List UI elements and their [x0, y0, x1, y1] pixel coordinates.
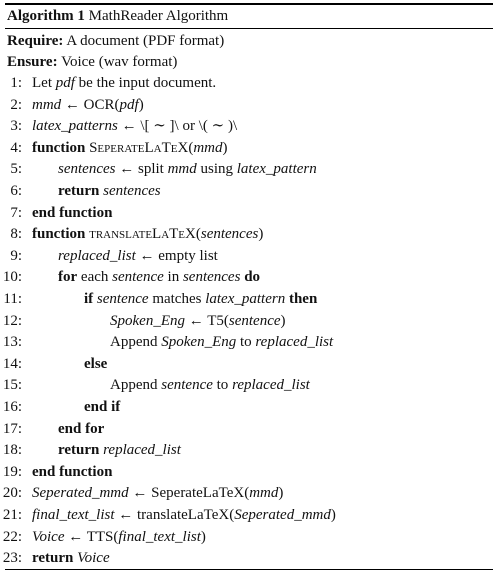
code-token: pdf: [119, 96, 139, 113]
line-code: [32, 504, 336, 526]
line-code: [58, 266, 260, 288]
code-token: sentence: [96, 291, 149, 307]
line-number: 11:: [3, 291, 22, 307]
code-token: translateLaTeX: [89, 226, 196, 243]
line-number: 10:: [2, 269, 22, 286]
code-token: end function: [32, 463, 113, 480]
line-code: [84, 353, 107, 375]
code-token: Seperated_mmd: [234, 507, 331, 523]
line-code: [32, 547, 110, 569]
line-number: 7:: [10, 204, 22, 221]
code-token: function: [32, 226, 90, 243]
line-code: [32, 526, 206, 548]
code-token: latex_pattern: [236, 161, 317, 178]
line-number: 2:: [10, 96, 22, 113]
code-token: latex_pattern: [205, 291, 286, 307]
code-token: ): [330, 507, 336, 523]
line-number: 23:: [2, 550, 22, 567]
code-token: replaced_list: [58, 247, 136, 264]
algorithm-title: [7, 5, 228, 27]
code-token: latex_patterns: [32, 118, 118, 135]
code-token: sentence: [228, 312, 281, 329]
code-token: each: [77, 269, 113, 286]
line-number: 12:: [2, 312, 22, 329]
code-token: be the input document.: [74, 75, 217, 91]
code-token: mmd: [32, 96, 62, 113]
line-code: [32, 223, 263, 245]
code-token: ): [280, 312, 286, 329]
line-code: [32, 202, 112, 224]
code-token: (: [195, 226, 201, 243]
line-code: [32, 482, 283, 504]
code-token: Let: [32, 75, 56, 91]
line-number: 17:: [2, 420, 22, 437]
line-number: 8:: [10, 226, 22, 243]
code-token: matches: [148, 291, 206, 307]
ensure-keyword: Ensure:: [7, 54, 58, 70]
code-token: sentence: [161, 377, 213, 394]
code-token: sentences: [103, 183, 161, 199]
line-number: 16:: [2, 399, 22, 415]
code-token: ← \[ ∼ ]\ or \( ∼ )\: [117, 118, 238, 135]
code-token: pdf: [55, 75, 75, 91]
code-token: else: [84, 355, 108, 372]
line-number: 22:: [2, 528, 22, 545]
code-token: mmd: [193, 139, 223, 156]
code-token: ← TTS(: [64, 528, 119, 545]
code-token: SeperateLaTeX: [89, 139, 189, 156]
code-token: Seperated_mmd: [32, 485, 129, 502]
code-token: ← translateLaTeX(: [114, 507, 235, 523]
code-token: replaced_list: [103, 442, 181, 459]
code-token: Append: [110, 334, 162, 351]
line-code: [32, 137, 228, 159]
code-token: sentence: [112, 269, 164, 286]
title-rule: [5, 28, 493, 29]
code-token: ← OCR(: [61, 96, 120, 113]
bottom-rule: [5, 569, 493, 570]
line-number: 19:: [2, 463, 22, 480]
code-token: do: [240, 269, 261, 286]
line-code: [32, 72, 216, 94]
code-token: to: [212, 377, 233, 394]
require-line: [7, 30, 224, 52]
code-token: then: [285, 291, 318, 307]
line-code: [84, 396, 120, 418]
code-token: sentences: [200, 226, 259, 243]
code-token: end function: [32, 204, 113, 221]
line-code: [110, 331, 333, 353]
ensure-line: [7, 51, 177, 73]
code-token: (: [188, 139, 194, 156]
algorithm-name: MathReader Algorithm: [88, 8, 229, 24]
code-token: ): [222, 139, 228, 156]
line-number: 20:: [2, 485, 22, 502]
code-token: Voice: [32, 528, 65, 545]
code-token: for: [58, 269, 78, 286]
line-code: [110, 310, 286, 332]
line-number: 14:: [2, 355, 22, 372]
code-token: using: [196, 161, 237, 178]
line-code: [58, 158, 317, 180]
line-number: 13:: [2, 334, 22, 351]
line-number: 9:: [10, 247, 22, 264]
code-token: ): [200, 528, 206, 545]
algorithm-label: Algorithm 1: [7, 8, 85, 24]
line-number: 21:: [2, 507, 22, 523]
require-keyword: Require:: [7, 33, 64, 49]
code-token: sentences: [58, 161, 116, 178]
code-token: sentences: [182, 269, 241, 286]
line-code: [110, 374, 310, 396]
code-token: ): [258, 226, 264, 243]
code-token: final_text_list: [32, 507, 115, 523]
line-code: [58, 418, 104, 440]
code-token: return: [58, 183, 104, 199]
code-token: function: [32, 139, 90, 156]
code-token: replaced_list: [232, 377, 310, 394]
code-token: ← empty list: [135, 247, 218, 264]
line-number: 6:: [10, 183, 22, 199]
code-token: Spoken_Eng: [110, 312, 185, 329]
code-token: if: [84, 291, 97, 307]
require-text: A document (PDF format): [66, 33, 225, 49]
code-token: Voice: [77, 550, 110, 567]
code-token: Append: [110, 377, 162, 394]
line-code: [32, 461, 112, 483]
code-token: ← split: [115, 161, 168, 178]
line-code: [58, 245, 218, 267]
line-code: [32, 94, 144, 116]
code-token: ← SeperateLaTeX(: [128, 485, 250, 502]
line-number: 4:: [10, 139, 22, 156]
ensure-text: Voice (wav format): [61, 54, 178, 70]
code-token: return: [58, 442, 104, 459]
code-token: end for: [58, 420, 105, 437]
code-token: in: [163, 269, 183, 286]
code-token: replaced_list: [255, 334, 334, 351]
line-code: [84, 288, 317, 310]
line-number: 5:: [10, 161, 22, 178]
code-token: return: [32, 550, 78, 567]
code-token: Spoken_Eng: [161, 334, 237, 351]
code-token: final_text_list: [118, 528, 201, 545]
line-code: [32, 115, 237, 137]
code-token: ): [278, 485, 284, 502]
code-token: ): [138, 96, 144, 113]
line-code: [58, 180, 161, 202]
line-code: [58, 439, 181, 461]
line-number: 15:: [2, 377, 22, 394]
code-token: mmd: [167, 161, 197, 178]
code-token: end if: [84, 399, 121, 415]
code-token: ← T5(: [184, 312, 229, 329]
code-token: mmd: [249, 485, 279, 502]
line-number: 1:: [10, 75, 22, 91]
code-token: to: [236, 334, 256, 351]
line-number: 18:: [2, 442, 22, 459]
line-number: 3:: [10, 118, 22, 135]
